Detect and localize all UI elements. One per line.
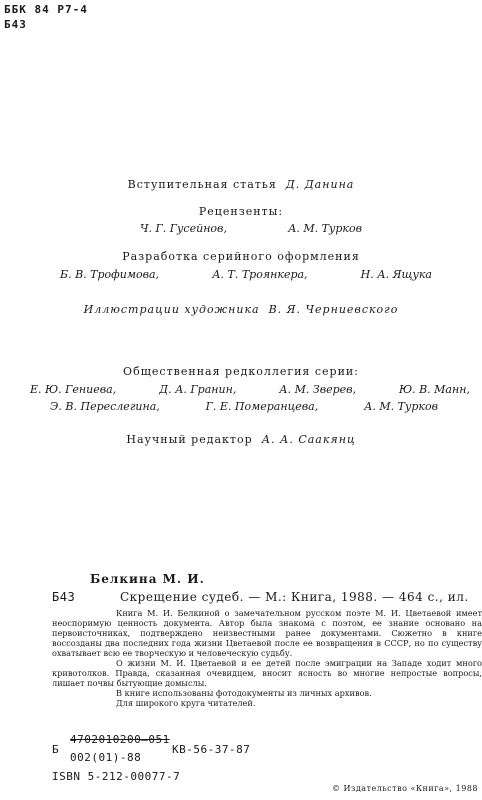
- board-member: А. М. Турков: [364, 400, 438, 413]
- illustrations-line: [0, 303, 482, 316]
- editor-line: [0, 433, 482, 446]
- catalog-title: Скрещение судеб. — М.: Книга, 1988. — 464 с., ил.: [120, 590, 469, 604]
- board-member: Д. А. Гранин,: [159, 383, 237, 396]
- intro-label: Вступительная статья: [127, 178, 277, 191]
- board-line-2: [50, 400, 438, 413]
- board-member: Г. Е. Померанцева,: [205, 400, 319, 413]
- editor-name: А. А. Саакянц: [261, 433, 356, 446]
- isbn: ISBN 5-212-00077-7: [52, 770, 181, 783]
- catalog-author: Белкина М. И.: [90, 572, 205, 586]
- annotation-paragraph: В книге использованы фотодокументы из личных архивов.: [116, 688, 372, 698]
- index-letter: Б: [52, 743, 60, 756]
- board-label: Общественная редколлегия серии:: [123, 365, 359, 378]
- board-member: Е. Ю. Гениева,: [30, 383, 117, 396]
- intro-name: Д. Данина: [285, 178, 355, 191]
- reviewers-label: Рецензенты:: [198, 205, 284, 218]
- reviewer-name: А. М. Турков: [288, 222, 362, 235]
- series-design-label: Разработка серийного оформления: [122, 250, 360, 263]
- reviewers-line: [140, 222, 362, 235]
- designer-name: Б. В. Трофимова,: [60, 268, 160, 281]
- board-line-1: [30, 383, 470, 396]
- intro-line: [0, 178, 482, 191]
- annotation-paragraph: Для широкого круга читателей.: [116, 698, 256, 708]
- designer-name: А. Т. Троянкера,: [212, 268, 308, 281]
- board-member: Ю. В. Манн,: [398, 383, 470, 396]
- board-member: Э. В. Переслегина,: [50, 400, 160, 413]
- publisher-copyright: © Издательство «Книга», 1988: [332, 784, 478, 793]
- series-design-line: [60, 268, 432, 281]
- annotation-paragraph: О жизни М. И. Цветаевой и ее детей после эмиграции на Западе ходит много кривотолков. Правда, сказанная очевидцем, вносит ясность во многие непростые вопросы, лишает почвы бытующие домыслы.: [52, 658, 482, 688]
- kb-code: КВ-56-37-87: [172, 743, 251, 756]
- board-member: А. М. Зверев,: [279, 383, 357, 396]
- catalog-code: Б43: [4, 18, 27, 31]
- editor-label: Научный редактор: [126, 433, 253, 446]
- index-code: 4702010200—051: [70, 733, 170, 746]
- annotation: [52, 608, 482, 708]
- bbk-code: ББК 84 Р7-4: [4, 3, 88, 16]
- illustrations-name: В. Я. Черниевского: [268, 303, 399, 316]
- illustrations-label: Иллюстрации художника: [83, 303, 260, 316]
- index-denominator: 002(01)-88: [70, 751, 142, 764]
- designer-name: Н. А. Ящука: [360, 268, 432, 281]
- annotation-paragraph: Книга М. И. Белкиной о замечательном русском поэте М. И. Цветаевой имеет неоспоримую ценность документа. Автор была знакома с поэтом, ее знание основано на первоисточниках, подтверждено неизвестными ранее документами. Сюжетно в книге воссозданы два последних года жизни Цветаевой после ее возвращения в СССР, но по существу охватывает всю ее творческую и человеческую судьбу.: [52, 608, 482, 658]
- reviewer-name: Ч. Г. Гусейнов,: [140, 222, 227, 235]
- catalog-card-code: Б43: [52, 590, 76, 604]
